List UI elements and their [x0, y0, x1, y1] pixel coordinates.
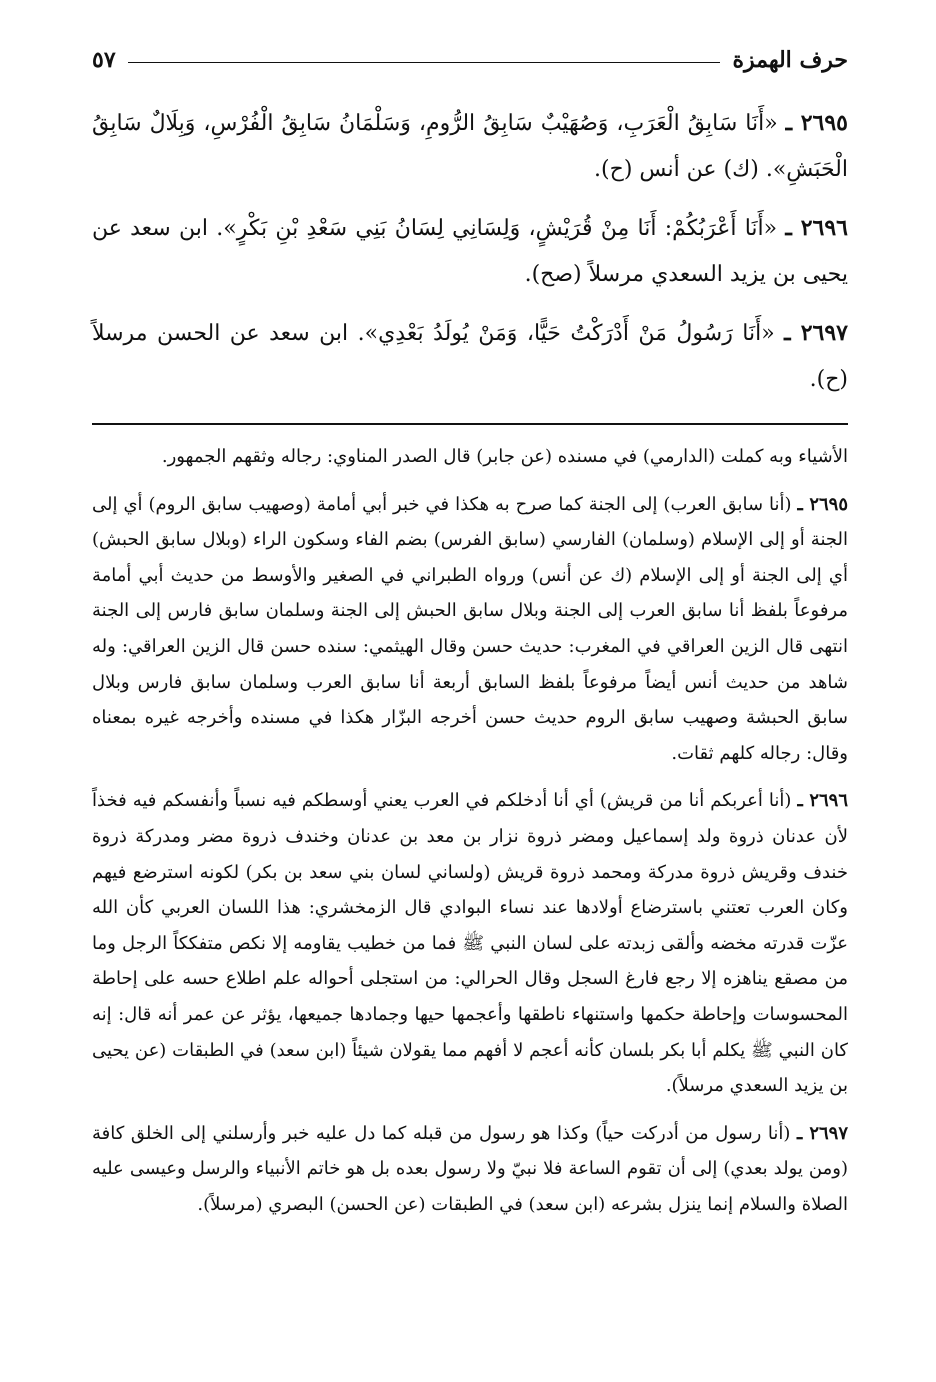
hadith-number: ٢٦٩٧ ـ [784, 320, 848, 346]
hadith-text: «أَنَا أَعْرَبُكُمْ: أَنَا مِنْ قُرَيْشٍ، وَلِسَانِي لِسَانُ بَنِي سَعْدِ بْنِ بَكْرٍ». ابن سعد عن يحيى بن يزيد السعدي مرسلاً (صح). [92, 216, 848, 287]
hadith-number: ٢٦٩٦ ـ [785, 215, 848, 241]
footnote-divider [92, 423, 848, 425]
page-header [92, 40, 848, 80]
hadith-text: «أَنَا سَابِقُ الْعَرَبِ، وَصُهَيْبٌ سَابِقُ الرُّومِ، وَسَلْمَانُ سَابِقُ الْفُرْسِ، وَبِلَالٌ سَابِقُ الْحَبَشِ». (ك) عن أنس (ح). [92, 111, 848, 182]
commentary-text: (أنا أعربكم أنا من قريش) أي أنا أدخلكم في العرب يعني أوسطكم فيه نسباً وأنفسكم فيه فخذاً لأن عدنان ذروة ولد إسماعيل ومضر ذروة نزار بن معد بن عدنان وخندف ذروة مضر ومدركة ذروة خندف وقريش ذروة مدركة ومحمد ذروة قريش (ولساني لسان بني سعد بن بكر) لكونه استرضع فيهم وكان العرب تعتني باسترضاع أولادها عند نساء البوادي قال الزمخشري: هذا اللسان العربي كأن الله عزّت قدرته مخضه وألقى زبدته على لسان النبي ﷺ فما من خطيب يقاومه إلا نكص متفككاً الرجل وما من مصقع يناهزه إلا رجع فارغ السجل وقال الحرالي: من استجلى أحواله علم اطلاع حسه على إحاطة المحسوسات وإحاطة حكمها واستنهاء ناطقها وأعجمها حيها وجمادها جميعها، يؤثر عن عمر أنه قال: إنه كان النبي ﷺ يكلم أبا بكر بلسان كأنه أعجم لا أفهم مما يقولان شيئاً (ابن سعد) في الطبقات (عن يحيى بن يزيد السعدي مرسلاً). [92, 790, 848, 1097]
commentary-text: (أنا سابق العرب) إلى الجنة كما صرح به هكذا في خبر أبي أمامة (وصهيب سابق الروم) أي إلى الجنة أو إلى الإسلام (وسلمان) الفارسي (سابق الفرس) بضم الفاء وسكون الراء (وبلال سابق الحبش) أي إلى الجنة أو إلى الإسلام (ك عن أنس) ورواه الطبراني في الصغير والأوسط من حديث أبي أمامة مرفوعاً بلفظ أنا سابق العرب إلى الجنة وبلال سابق الحبش إلى الجنة وسلمان سابق فارس إلى الجنة انتهى قال الزين العراقي في المغرب: حديث حسن وقال الهيثمي: سنده حسن قال الزين العراقي: وله شاهد من حديث أنس أيضاً مرفوعاً بلفظ السابق أربعة أنا سابق العرب وسلمان سابق فارس وبلال سابق الحبشة وصهيب سابق الروم حديث حسن أخرجه البزّار هكذا في مسنده وأخرجه غيره بمعناه وقال: رجاله كلهم ثقات. [92, 493, 848, 764]
commentary-number: ٢٦٩٧ ـ [796, 1122, 848, 1144]
hadith-entry [92, 205, 848, 298]
hadith-text: «أَنَا رَسُولُ مَنْ أَدْرَكْتُ حَيًّا، وَمَنْ يُولَدُ بَعْدِي». ابن سعد عن الحسن مرسلاً (ح). [92, 321, 848, 392]
commentary-intro: الأشياء وبه كملت (الدارمي) في مسنده (عن جابر) قال الصدر المناوي: رجاله وثقهم الجمهور. [161, 446, 848, 467]
main-text [92, 100, 848, 403]
page-number: ٥٧ [92, 47, 116, 73]
hadith-number: ٢٦٩٥ ـ [785, 110, 848, 136]
hadith-entry [92, 100, 848, 193]
page [92, 40, 848, 1234]
commentary-item [92, 487, 848, 772]
hadith-entry [92, 310, 848, 403]
commentary-number: ٢٦٩٥ ـ [797, 493, 848, 515]
commentary-text: (أنا رسول من أدركت حياً) وكذا هو رسول من قبله كما دل عليه خبر وأرسلني إلى الخلق كافة (ومن يولد بعدي) إلى أن تقوم الساعة فلا نبيّ ولا رسول بعده بل هو خاتم الأنبياء والرسل وعيسى عليه الصلاة والسلام إنما ينزل بشرعه (ابن سعد) في الطبقات (عن الحسن) البصري (مرسلاً). [92, 1122, 848, 1215]
header-rule [128, 62, 721, 63]
commentary-number: ٢٦٩٦ ـ [797, 790, 848, 812]
chapter-title: حرف الهمزة [732, 47, 848, 73]
commentary [92, 439, 848, 1222]
commentary-item [92, 783, 848, 1103]
commentary-item [92, 1116, 848, 1223]
